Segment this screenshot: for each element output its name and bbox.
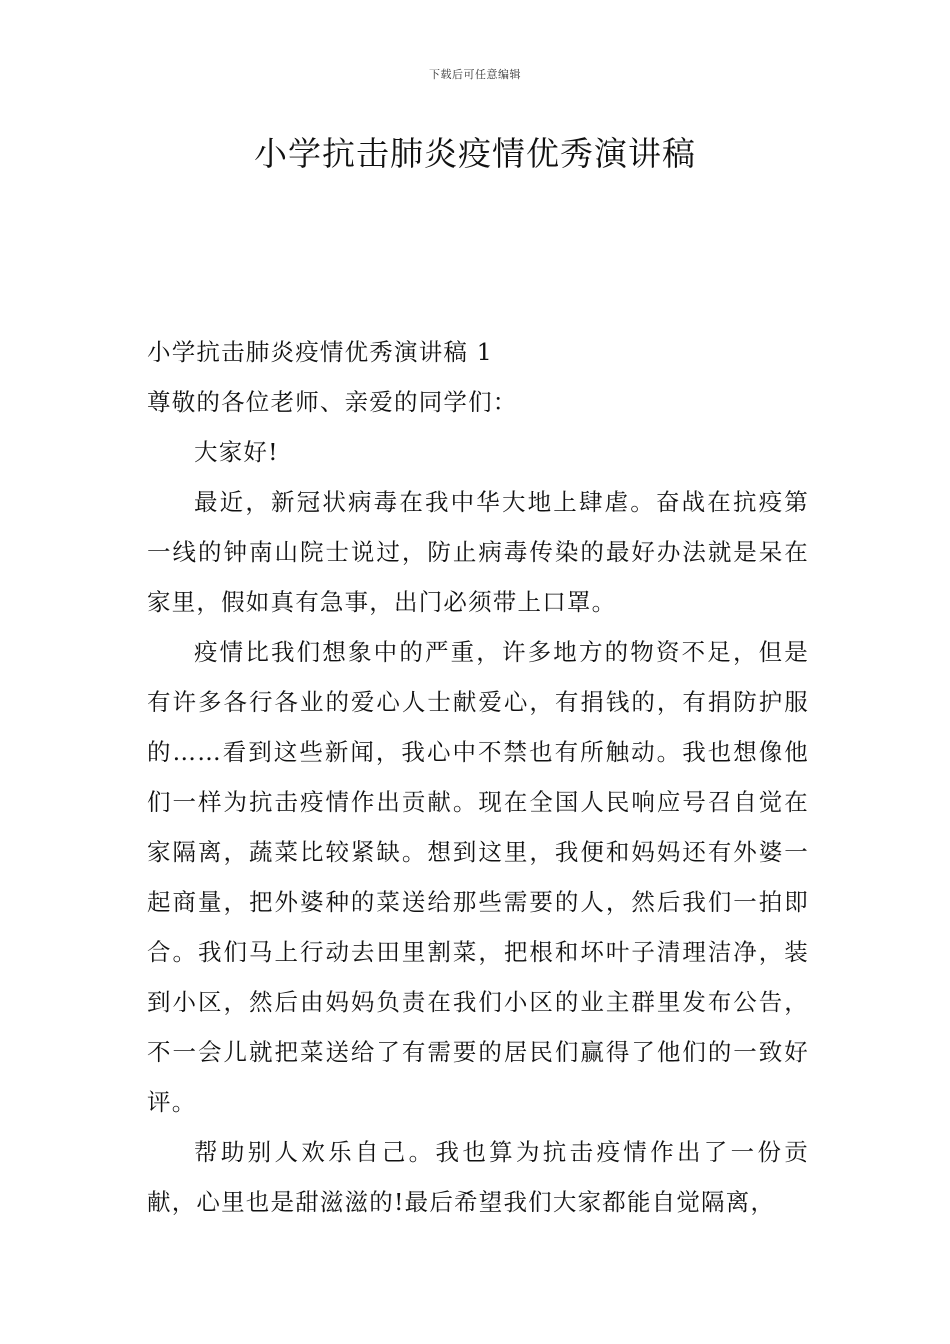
paragraph-greeting: 大家好! [194, 438, 279, 466]
document-body [147, 327, 809, 1227]
paragraph-2: 疫情比我们想象中的严重，许多地方的物资不足，但是有许多各行各业的爱心人士献爱心，有捐钱的，有捐防护服的……看到这些新闻，我心中不禁也有所触动。我也想像他们一样为抗击疫情作出贡献。现在全国人民响应号召自觉在家隔离，蔬菜比较紧缺。想到这里，我便和妈妈还有外婆一起商量，把外婆种的菜送给那些需要的人，然后我们一拍即合。我们马上行动去田里割菜，把根和坏叶子清理洁净，装到小区，然后由妈妈负责在我们小区的业主群里发布公告，不一会儿就把菜送给了有需要的居民们赢得了他们的一致好评。 [147, 638, 809, 1116]
section-heading: 小学抗击肺炎疫情优秀演讲稿 1 [147, 338, 493, 366]
paragraph-1: 最近，新冠状病毒在我中华大地上肆虐。奋战在抗疫第一线的钟南山院士说过，防止病毒传染的最好办法就是呆在家里，假如真有急事，出门必须带上口罩。 [147, 488, 809, 616]
salutation: 尊敬的各位老师、亲爱的同学们： [147, 388, 518, 416]
paragraph-3: 帮助别人欢乐自己。我也算为抗击疫情作出了一份贡献，心里也是甜滋滋的!最后希望我们大家都能自觉隔离， [147, 1138, 809, 1216]
header-note: 下载后可任意编辑 [429, 68, 521, 81]
document-title: 小学抗击肺炎疫情优秀演讲稿 [254, 134, 696, 173]
